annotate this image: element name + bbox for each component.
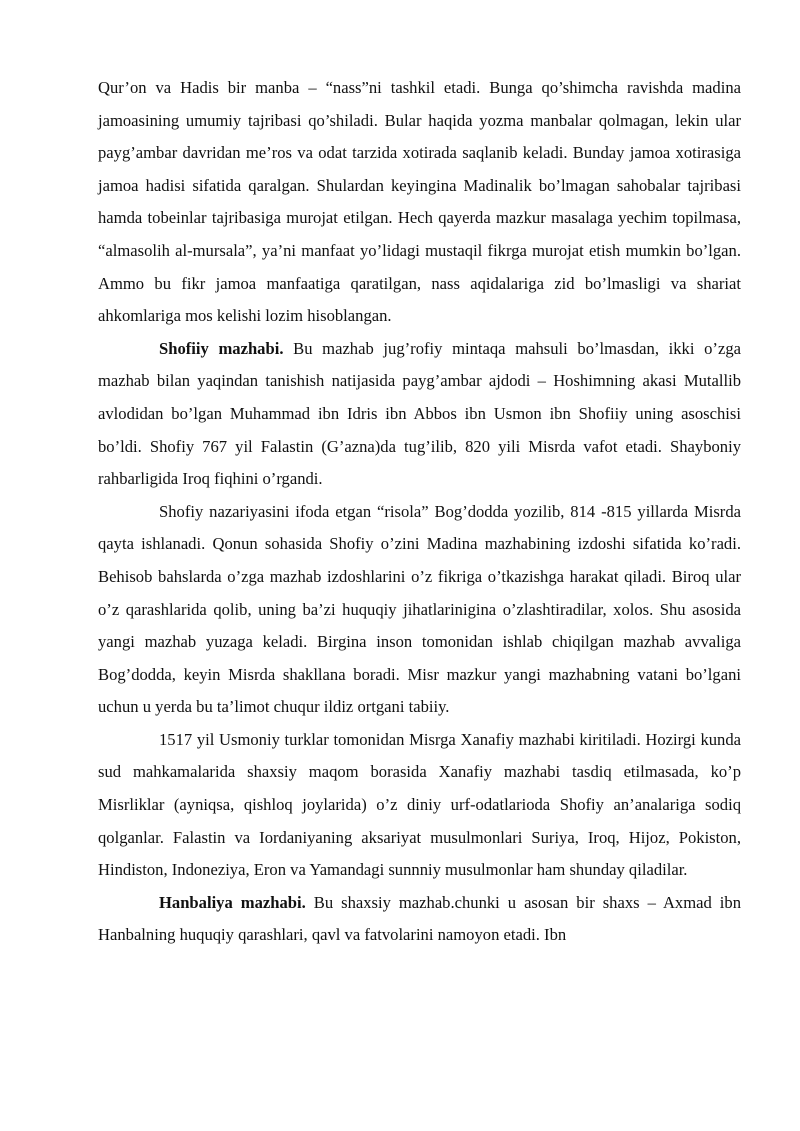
paragraph-shofiiy-mazhabi (98, 333, 741, 496)
paragraph-hanbaliya-mazhabi (98, 887, 741, 952)
paragraph-nass-intro (98, 72, 741, 333)
paragraph-risola (98, 496, 741, 724)
section-heading-hanbaliya: Hanbaliya mazhabi. (159, 892, 306, 912)
paragraph-text: Shofiy nazariyasini ifoda etgan “risola” Bog’dodda yozilib, 814 -815 yillarda Misrda qayta ishlanadi. Qonun sohasida Shofiy o’zini Madina mazhabining izdoshi sifatida ko’radi. Behisob bahslarda o’zga mazhab izdoshlarini o’z fikriga o’tkazishga harakat qiladi. Biroq ular o’z qarashlarida qolib, uning ba’zi huquqiy jihatlarinigina o’zlashtiradilar, xolos. Shu asosida yangi mazhab yuzaga keladi. Birgina inson tomonidan ishlab chiqilgan mazhab avvaliga Bog’dodda, keyin Misrda shakllana boradi. Misr mazkur yangi mazhabning vatani bo’lgani uchun u yerda bu ta’limot chuqur ildiz ortgani tabiiy. (98, 501, 741, 717)
section-heading-shofiiy: Shofiiy mazhabi. (159, 338, 284, 358)
paragraph-usmoniy-turklar (98, 724, 741, 887)
paragraph-text: Bu shaxsiy mazhab.chunki u asosan bir shaxs – Axmad ibn Hanbalning huquqiy qarashlari, qavl va fatvolarini namoyon etadi. Ibn (98, 892, 741, 945)
paragraph-text: Bu mazhab jug’rofiy mintaqa mahsuli bo’lmasdan, ikki o’zga mazhab bilan yaqindan tanishish natijasida payg’ambar ajdodi – Hoshimning akasi Mutallib avlodidan bo’lgan Muhammad ibn Idris ibn Abbos ibn Usmon ibn Shofiiy uning asoschisi bo’ldi. Shofiy 767 yil Falastin (G’azna)da tug’ilib, 820 yili Misrda vafot etadi. Shayboniy rahbarligida Iroq fiqhini o’rgandi. (98, 338, 741, 489)
document-page (98, 72, 741, 952)
paragraph-text: Qur’on va Hadis bir manba – “nass”ni tashkil etadi. Bunga qo’shimcha ravishda madina jamoasining umumiy tajribasi qo’shiladi. Bular haqida yozma manbalar qolmagan, lekin ular payg’ambar davridan me’ros va odat tarzida xotirada saqlanib keladi. Bunday jamoa xotirasiga jamoa hadisi sifatida qaralgan. Shulardan keyingina Madinalik bo’lmagan sahobalar tajribasi hamda tobeinlar tajribasiga murojat etilgan. Hech qayerda mazkur masalaga yechim topilmasa, “almasolih al-mursala”, ya’ni manfaat yo’lidagi mustaqil fikrga murojat etish mumkin bo’lgan. Ammo bu fikr jamoa manfaatiga qaratilgan, nass aqidalariga zid bo’lmasligi va shariat ahkomlariga mos kelishi lozim hisoblangan. (98, 78, 741, 326)
paragraph-text: 1517 yil Usmoniy turklar tomonidan Misrga Xanafiy mazhabi kiritiladi. Hozirgi kunda sud mahkamalarida shaxsiy maqom borasida Xanafiy mazhabi tasdiq etilmasada, ko’p Misrliklar (ayniqsa, qishloq joylarida) o’z diniy urf-odatlarioda Shofiy an’analariga sodiq qolganlar. Falastin va Iordaniyaning aksariyat musulmonlari Suriya, Iroq, Hijoz, Pokiston, Hindiston, Indoneziya, Eron va Yamandagi sunnniy musulmonlar ham shunday qiladilar. (98, 729, 741, 880)
